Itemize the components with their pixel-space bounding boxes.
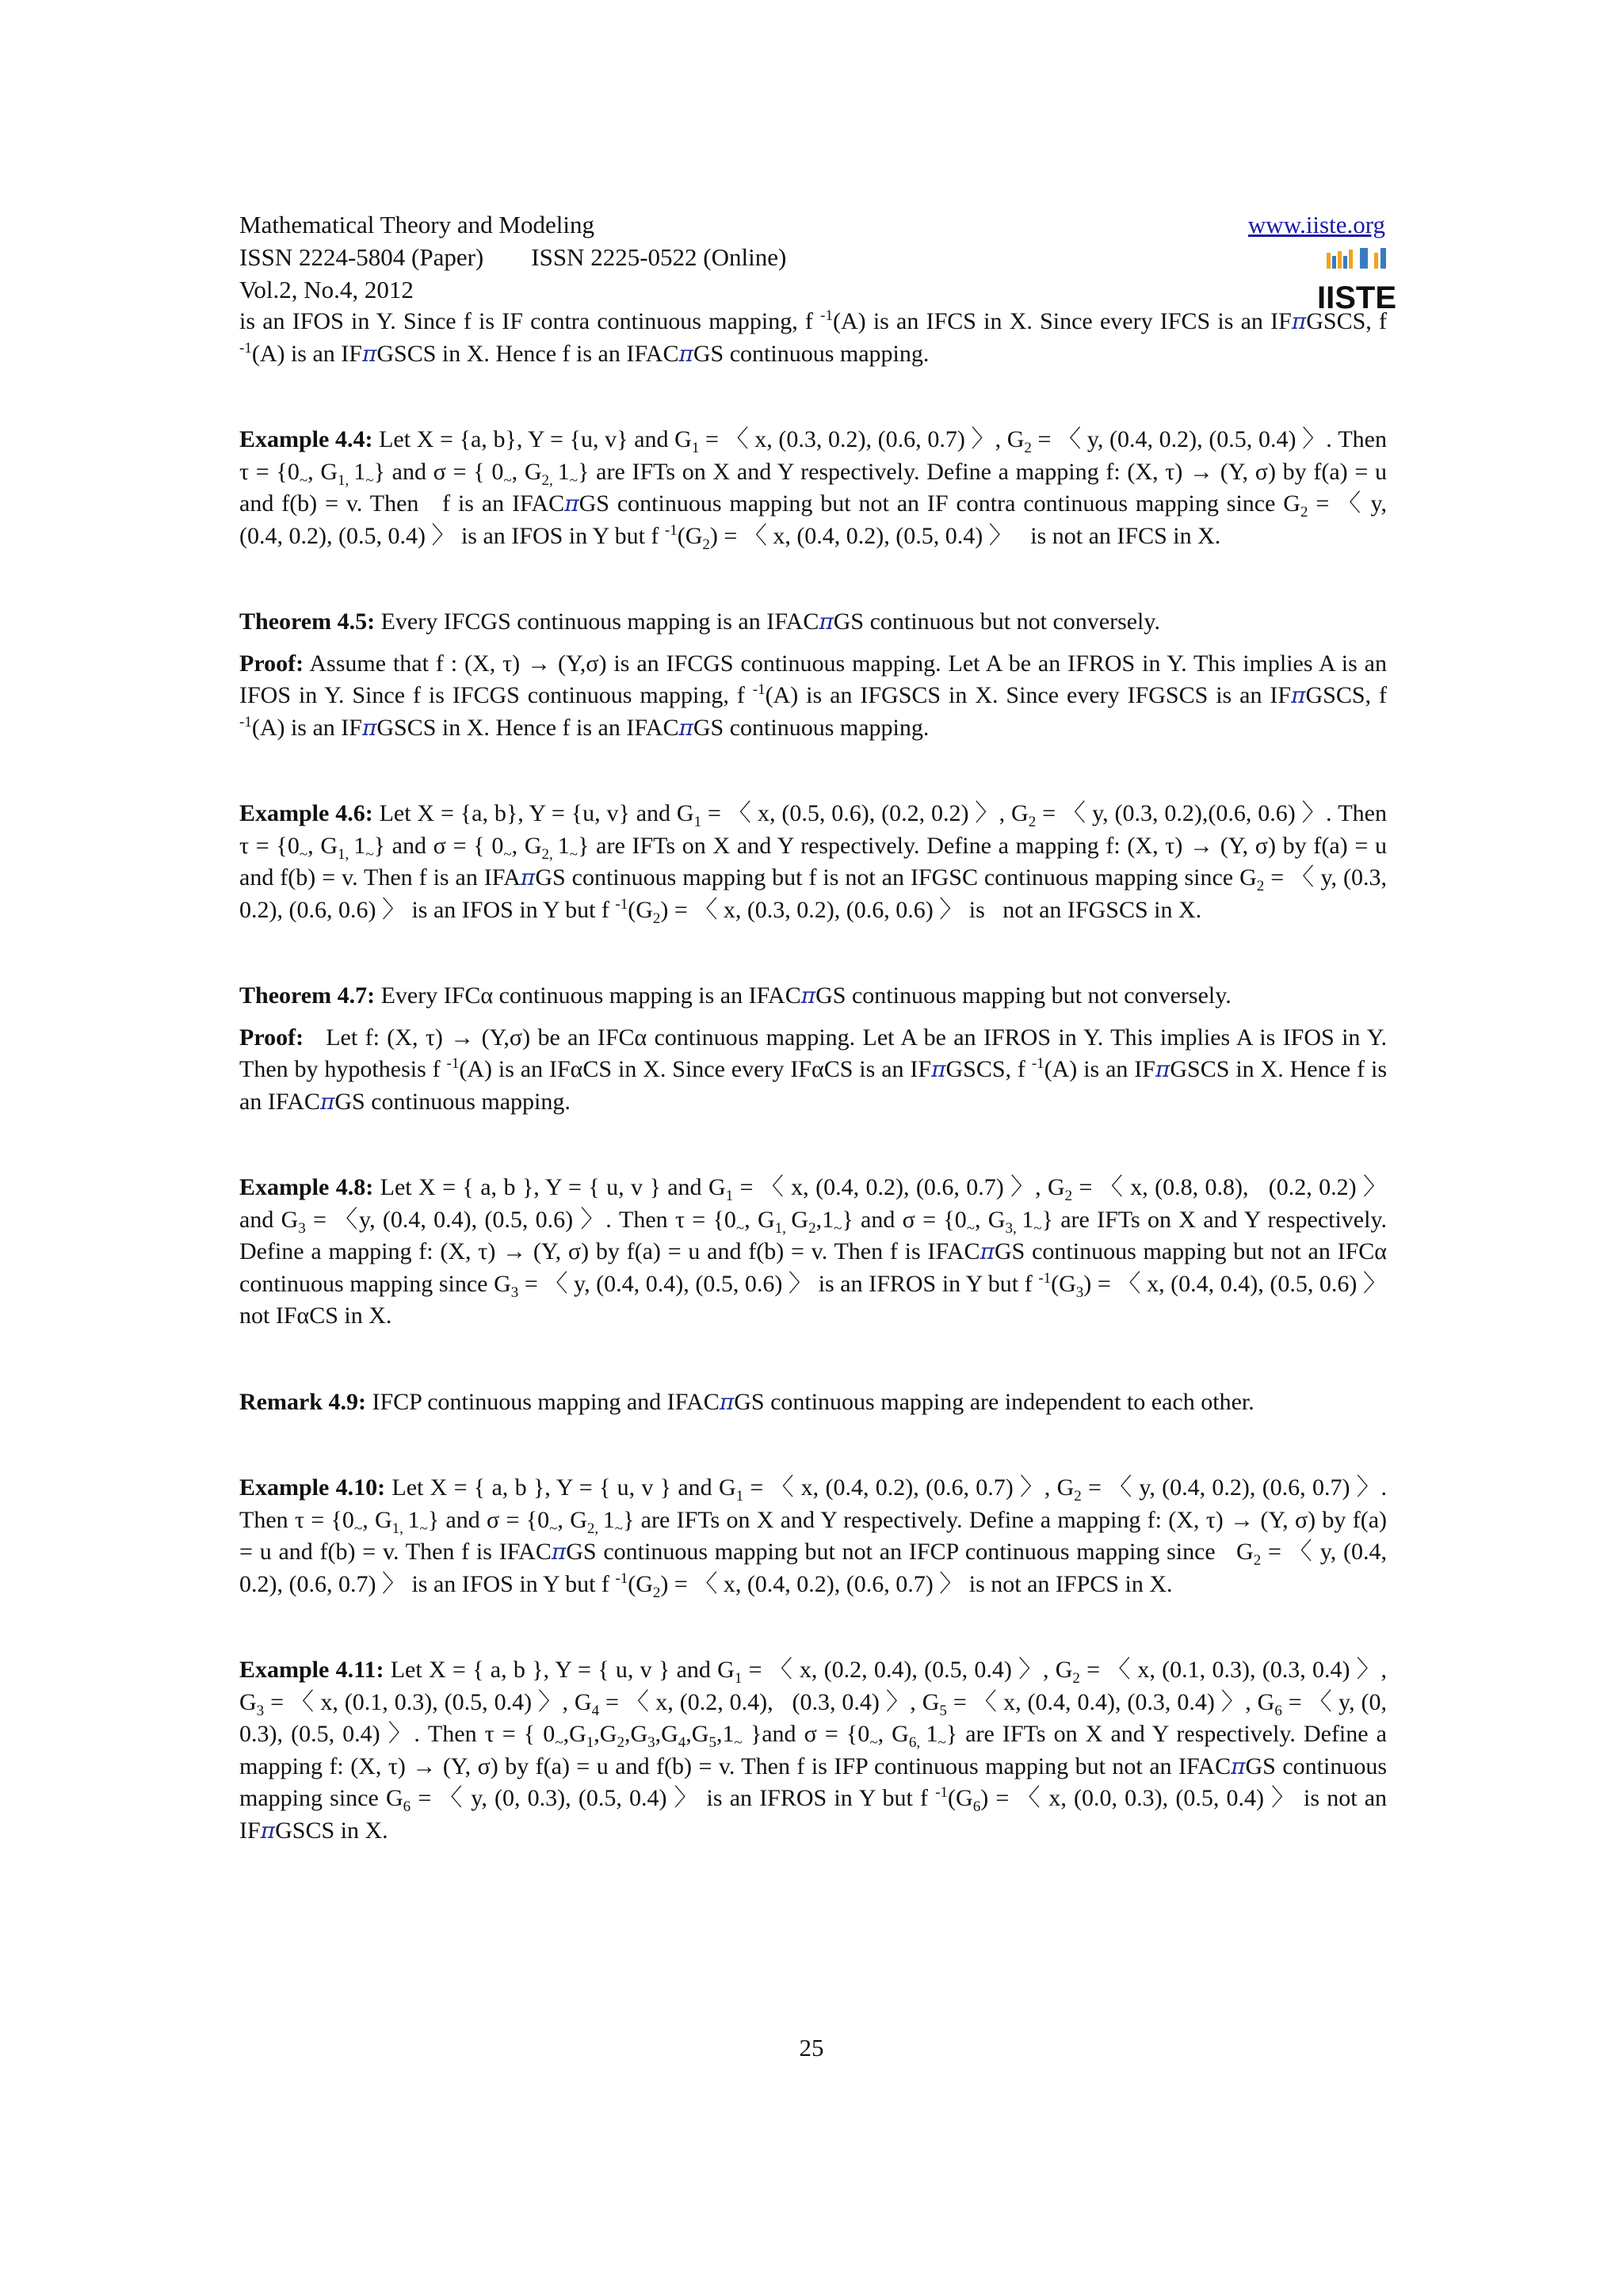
theorem-4-7: Theorem 4.7: Every IFCα continuous mapping is an IFACπGS continuous mapping but not conversely.	[239, 982, 1232, 1009]
volume-info: Vol.2, No.4, 2012	[239, 276, 414, 303]
proof-4-7-label: Proof:	[239, 1024, 304, 1051]
issn-paper: ISSN 2224-5804 (Paper)	[239, 243, 484, 271]
example-4-8-label: Example 4.8:	[239, 1174, 374, 1200]
journal-title: Mathematical Theory and Modeling	[239, 211, 594, 238]
remark-4-9: Remark 4.9: IFCP continuous mapping and IFACπGS continuous mapping are independent to each other.	[239, 1388, 1254, 1415]
example-4-6: Example 4.6: Let X = {a, b}, Y = {u, v} and $G_1$ = 〈 x, (0.5, 0.6), (0.2, 0.2) 〉, $G_2$ = 〈 y, (0.3, 0.2),(0.6, 0.6) 〉. Then $\tau = \{0_\sim$, $G_{1,}$ $1_\sim$} and σ = { $0_\sim$, $G_{2,}$ $1_\sim$} are IFTs on X and Y respectively. Define a mapping f: (X, τ) → (Y, σ) by f(a) = u and f(b) = v. Then f is an IFAπGS continuous mapping but f is not an IFGSC continuous mapping since $G_2$ = 〈 y, (0.3, 0.2), (0.6, 0.6) 〉 is an IFOS in Y but f $^{-1}(G_2)$ = 〈 x, (0.3, 0.2), (0.6, 0.6) 〉 is not an IFGSCS in X.	[239, 800, 1388, 927]
issn-online: ISSN 2225-0522 (Online)	[531, 243, 787, 271]
theorem-4-5-label: Theorem 4.5:	[239, 608, 376, 635]
proof-4-7: Proof: Let f: (X, τ) → (Y,σ) be an IFCα continuous mapping. Let A be an IFROS in Y. This implies A is IFOS in Y. Then by hypothesis f $^{-1}$(A) is an IFαCS in X. Since every IFαCS is an IFπGSCS, f $^{-1}$(A) is an IFπGSCS in X. Hence f is an IFACπGS continuous mapping.	[239, 1024, 1388, 1115]
example-4-11-label: Example 4.11:	[239, 1657, 384, 1683]
page-body	[239, 306, 1387, 1847]
example-4-10: Example 4.10: Let X = { a, b }, Y = { u, v } and $G_1$ = 〈 x, (0.4, 0.2), (0.6, 0.7) 〉, $G_2$ = 〈 y, (0.4, 0.2), (0.6, 0.7) 〉. Then $\tau = \{0_\sim$, $G_{1,}$ $1_\sim$} and $\sigma = \{0_\sim$, $G_{2,}$ $1_\sim$} are IFTs on X and Y respectively. Define a mapping f: (X, τ) → (Y, σ) by f(a) = u and f(b) = v. Then f is IFACπGS continuous mapping but not an IFCP continuous mapping since $G_2$ = 〈 y, (0.4, 0.2), (0.6, 0.7) 〉 is an IFOS in Y but f $^{-1}(G_2)$ = 〈 x, (0.4, 0.2), (0.6, 0.7) 〉 is not an IFPCS in X.	[239, 1474, 1388, 1601]
proof-4-5-label: Proof:	[239, 650, 304, 677]
example-4-6-label: Example 4.6:	[239, 800, 373, 826]
example-4-10-label: Example 4.10:	[239, 1474, 386, 1501]
example-4-4-label: Example 4.4:	[239, 426, 373, 452]
iiste-logo	[1316, 248, 1397, 315]
theorem-4-5: Theorem 4.5: Every IFCGS continuous mapping is an IFACπGS continuous but not conversely.	[239, 608, 1160, 635]
theorem-4-7-label: Theorem 4.7:	[239, 982, 376, 1009]
svg-text:IISTE: IISTE	[1316, 280, 1397, 315]
issn-line	[239, 242, 786, 273]
proof-4-5: Proof: Assume that f : (X, τ) → (Y,σ) is an IFCGS continuous mapping. Let A be an IFROS in Y. This implies A is an IFOS in Y. Since f is IFCGS continuous mapping, f $^{-1}$(A) is an IFGSCS in X. Since every IFGSCS is an IFπGSCS, f $^{-1}$(A) is an IFπGSCS in X. Hence f is an IFACπGS continuous mapping.	[239, 650, 1387, 741]
example-4-8: Example 4.8: Let X = { a, b }, Y = { u, v } and $G_1$ = 〈 x, (0.4, 0.2), (0.6, 0.7) 〉, $G_2$ = 〈 x, (0.8, 0.8), (0.2, 0.2) 〉 and $G_3$ = 〈y, (0.4, 0.4), (0.5, 0.6) 〉. Then $\tau = \{0_\sim$, $G_{1,}$ $G_2,1_\sim$} and $\sigma = \{0_\sim$, $G_{3,}$ $1_\sim$} are IFTs on X and Y respectively. Define a mapping f: (X, τ) → (Y, σ) by f(a) = u and f(b) = v. Then f is IFACπGS continuous mapping but not an IFCα continuous mapping since $G_3$ = 〈 y, (0.4, 0.4), (0.5, 0.6) 〉 is an IFROS in Y but f $^{-1}(G_3)$ = 〈 x, (0.4, 0.4), (0.5, 0.6) 〉 not IFαCS in X.	[239, 1174, 1388, 1329]
example-4-11: Example 4.11: Let X = { a, b }, Y = { u, v } and $G_1$ = 〈 x, (0.2, 0.4), (0.5, 0.4) 〉, $G_2$ = 〈 x, (0.1, 0.3), (0.3, 0.4) 〉, $G_3$ = 〈 x, (0.1, 0.3), (0.5, 0.4) 〉, $G_4$ = 〈 x, (0.2, 0.4), (0.3, 0.4) 〉, $G_5$ = 〈 x, (0.4, 0.4), (0.3, 0.4) 〉, $G_6$ = 〈 y, (0, 0.3), (0.5, 0.4) 〉. Then τ = { $0_\sim,G_1,G_2,G_3,G_4,G_5,1_\sim$ }and $\sigma = \{0_\sim$, $G_{6,}$ $1_\sim$} are IFTs on X and Y respectively. Define a mapping f: (X, τ) → (Y, σ) by f(a) = u and f(b) = v. Then f is IFP continuous mapping but not an IFACπGS continuous mapping since $G_6$ = 〈 y, (0, 0.3), (0.5, 0.4) 〉 is an IFROS in Y but f $^{-1}(G_6)$ = 〈 x, (0.0, 0.3), (0.5, 0.4) 〉 is not an IFπGSCS in X.	[239, 1657, 1388, 1844]
page-number: 25	[799, 2034, 824, 2061]
journal-url-link[interactable]: www.iiste.org	[1247, 211, 1385, 238]
remark-4-9-label: Remark 4.9:	[239, 1388, 366, 1415]
intro-paragraph: is an IFOS in Y. Since f is IF contra continuous mapping, f $^{-1}$(A) is an IFCS in X. Since every IFCS is an IFπGSCS, f $^{-1}$(A) is an IFπGSCS in X. Hence f is an IFACπGS continuous mapping.	[239, 307, 1387, 367]
example-4-4: Example 4.4: Let X = {a, b}, Y = {u, v} and $G_1$ = 〈 x, (0.3, 0.2), (0.6, 0.7) 〉, $G_2$ = 〈 y, (0.4, 0.2), (0.5, 0.4) 〉. Then $\tau = \{0_\sim$, $G_{1,}$ $1_\sim$} and σ = { $0_\sim$, $G_{2,}$ $1_\sim$} are IFTs on X and Y respectively. Define a mapping f: (X, τ) → (Y, σ) by f(a) = u and f(b) = v. Then f is an IFACπGS continuous mapping but not an IF contra continuous mapping since $G_2$ = 〈 y, (0.4, 0.2), (0.5, 0.4) 〉 is an IFOS in Y but f $^{-1}(G_2)$ = 〈 x, (0.4, 0.2), (0.5, 0.4) 〉 is not an IFCS in X.	[239, 426, 1388, 553]
